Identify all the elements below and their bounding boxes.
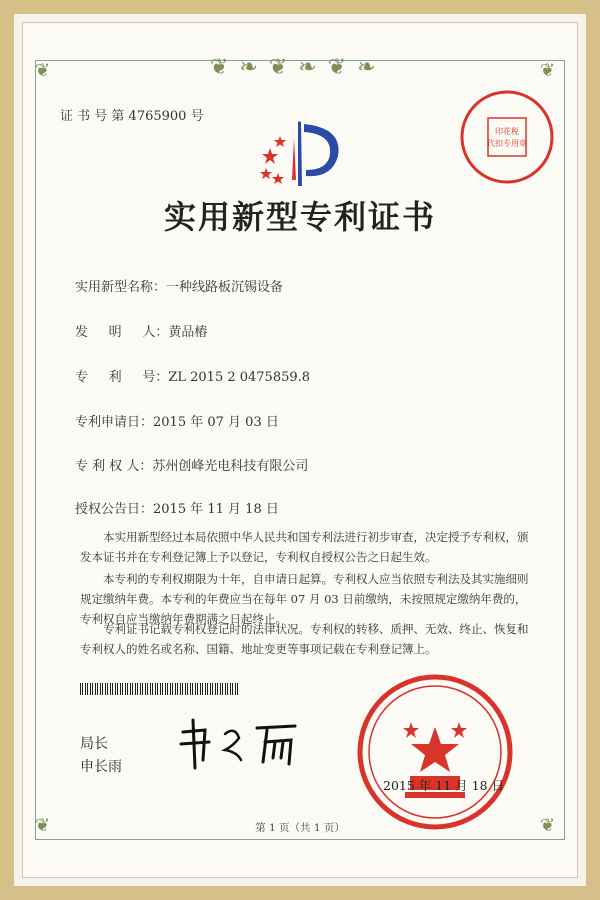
- certificate-number-value: 4765900: [128, 109, 187, 124]
- stamp-duty-seal-icon: [458, 88, 556, 186]
- svg-text:代扣专用章: 代扣专用章: [487, 139, 527, 148]
- barcode: [80, 683, 240, 695]
- utility-model-name-value: 一种线路板沉锡设备: [166, 280, 284, 295]
- director-name: 申长雨: [80, 759, 122, 775]
- patent-number-row: [75, 366, 310, 385]
- patent-office-logo-icon: [258, 118, 348, 188]
- utility-model-name-label: 实用新型名称：: [75, 280, 167, 295]
- grant-date-row: [75, 498, 279, 517]
- patentee-row: [75, 455, 308, 474]
- grant-date-label: 授权公告日：: [75, 502, 154, 517]
- patent-number-label: 专 利 号：: [75, 370, 169, 385]
- body-paragraph-3: 专利证书记载专利权登记时的法律状况。专利权的转移、质押、无效、终止、恢复和专利权人的姓名或名称、国籍、地址变更等事项记载在专利登记簿上。: [80, 622, 529, 656]
- top-ornament-icon: ❦ ❧ ❦ ❧ ❦ ❧: [210, 55, 378, 80]
- svg-text:印花税: 印花税: [495, 127, 519, 136]
- director-title: 局长: [80, 736, 108, 752]
- certificate-number: [60, 105, 204, 124]
- corner-ornament-icon: ❦: [540, 815, 558, 836]
- handwritten-signature: [175, 712, 310, 772]
- patent-number-value: ZL 2015 2 0475859.8: [168, 370, 311, 385]
- utility-model-name-row: [75, 276, 283, 295]
- application-date-value: 2015 年 07 月 03 日: [153, 415, 279, 430]
- body-paragraph-1: 本实用新型经过本局依照中华人民共和国专利法进行初步审查，决定授予专利权，颁发本证书并在专利登记簿上予以登记，专利权自授权公告之日起生效。: [80, 530, 529, 564]
- inventor-value: 黄品樁: [168, 325, 208, 340]
- inventor-row: [75, 321, 207, 340]
- corner-ornament-icon: ❦: [540, 60, 558, 81]
- corner-ornament-icon: ❦: [35, 815, 53, 836]
- body-paragraph-2: 本专利的专利权期限为十年，自申请日起算。专利权人应当依照专利法及其实施细则规定缴纳年费。本专利的年费应当在每年 07 月 03 日前缴纳，未按照规定缴纳年费的，专利权自应当缴纳年费期满之日起终止。: [80, 572, 529, 626]
- national-ip-office-seal-icon: [355, 672, 515, 832]
- inventor-label: 发 明 人：: [75, 325, 169, 340]
- grant-date-value: 2015 年 11 月 18 日: [153, 502, 279, 517]
- patentee-label: 专 利 权 人：: [75, 459, 153, 474]
- page-footer: 第 1 页（共 1 页）: [255, 822, 345, 834]
- application-date-row: [75, 411, 279, 430]
- seal-date: 2015 年 11 月 18 日: [383, 778, 504, 793]
- certificate-title: 实用新型专利证书: [163, 198, 436, 236]
- corner-ornament-icon: ❦: [35, 60, 53, 81]
- certificate-number-suffix: 号: [190, 109, 204, 124]
- patentee-value: 苏州创峰光电科技有限公司: [152, 459, 309, 474]
- application-date-label: 专利申请日：: [75, 415, 154, 430]
- certificate-number-label: 证 书 号 第: [60, 109, 125, 124]
